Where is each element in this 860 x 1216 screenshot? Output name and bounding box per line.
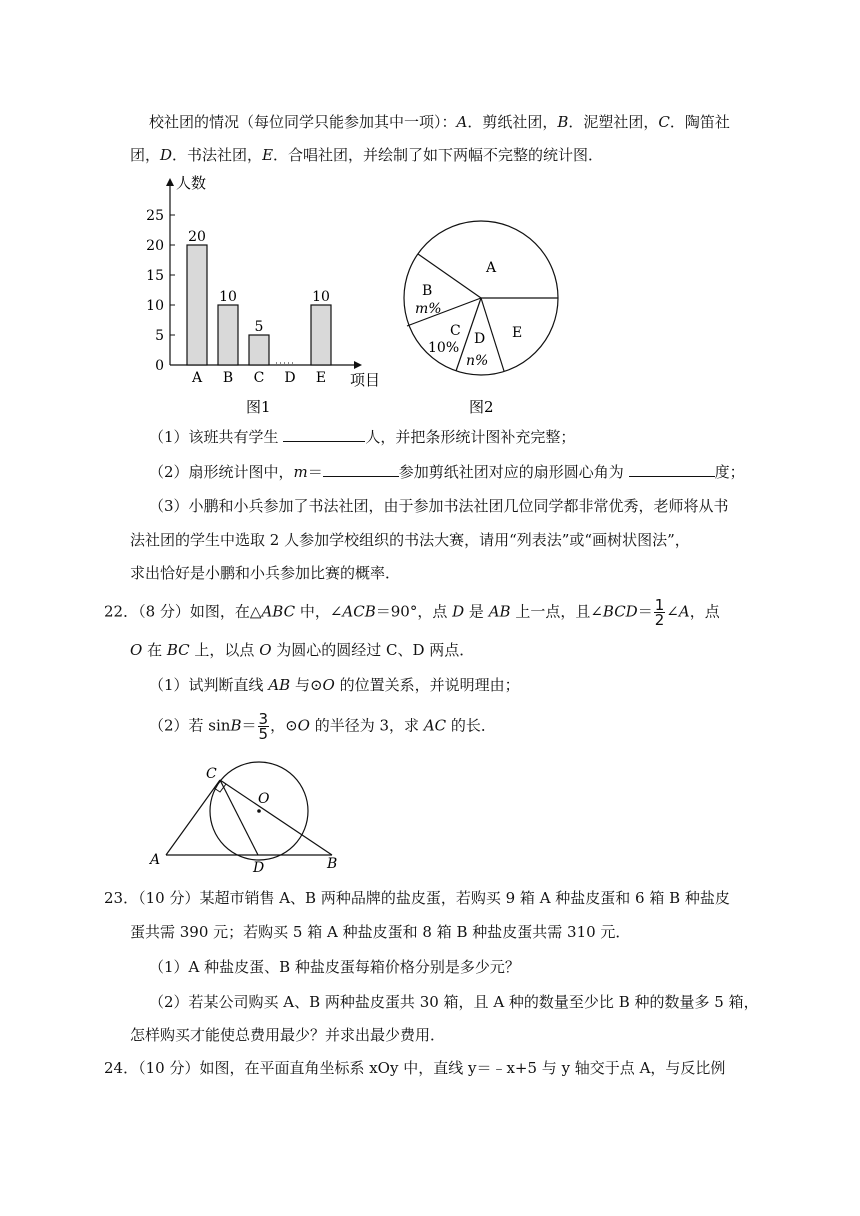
pie-chart (398, 185, 568, 420)
point-label-c: C (206, 766, 217, 782)
q23-stem-line2: 蛋共需 390 元；若购买 5 箱 A 种盐皮蛋和 8 箱 B 种盐皮蛋共需 310 元． (130, 923, 631, 941)
x-axis-label: 项目 (350, 371, 381, 389)
point-label-o: O (258, 791, 270, 807)
point-label-a: A (150, 852, 161, 868)
q22-stem-line2: O 在 BC 上，以点 O 为圆心的圆经过 C、D 两点． (130, 641, 475, 659)
bar-chart-caption: 图1 (246, 398, 271, 416)
bar-value-label: 5 (254, 319, 264, 335)
pie-slice-value-d: n% (466, 353, 489, 369)
pie-slice-label-e: E (512, 325, 523, 341)
x-tick-label: A (191, 370, 203, 386)
bar-e (311, 305, 331, 365)
segment-cd (220, 780, 258, 855)
q21-part3-line2: 法社团的学生中选取 2 人参加学校组织的书法大赛，请用“列表法”或“画树状图法”， (130, 531, 690, 549)
y-tick-label: 10 (146, 298, 164, 314)
x-tick-label: E (315, 370, 327, 386)
point-label-d: D (253, 860, 265, 875)
pie-slice-label-c: C (450, 323, 461, 339)
center-point-o (257, 809, 261, 813)
geometry-figure (140, 760, 350, 875)
bar-a (187, 245, 207, 365)
answer-blank (323, 462, 399, 477)
y-tick-label: 20 (146, 238, 164, 254)
q21-part1: （1）该班共有学生 人，并把条形统计图补充完整； (149, 428, 576, 446)
q21-part2: （2）扇形统计图中，m＝ 参加剪纸社团对应的扇形圆心角为 度； (149, 463, 745, 481)
x-axis-arrow (354, 361, 362, 369)
x-tick-label: C (253, 370, 265, 386)
x-tick-label: B (222, 370, 234, 386)
q23-part1: （1）A 种盐皮蛋、B 种盐皮蛋每箱价格分别是多少元？ (149, 958, 520, 976)
intro-line-2: 团，D．书法社团，E．合唱社团，并绘制了如下两幅不完整的统计图． (130, 146, 604, 164)
bar-value-label: 10 (219, 289, 237, 305)
fraction-one-half: $\frac{1}{2}$ (654, 596, 665, 629)
pie-slice-label-d: D (474, 331, 486, 347)
intro-line-1: 校社团的情况（每位同学只能参加其中一项）：A．剪纸社团，B．泥塑社团，C．陶笛社 (149, 113, 730, 131)
answer-blank (283, 427, 365, 442)
pie-slice-label-b: B (422, 283, 433, 299)
y-tick-label: 25 (146, 208, 164, 224)
point-label-b: B (327, 856, 338, 872)
q21-part3-line1: （3）小鹏和小兵参加了书法社团，由于参加书法社团几位同学都非常优秀，老师将从书 (149, 497, 729, 515)
x-tick-label: D (284, 370, 296, 386)
pie-slice-value-c: 10% (428, 340, 460, 356)
q22-part1: （1）试判断直线 AB 与⊙O 的位置关系，并说明理由； (149, 676, 520, 694)
q22-part2: （2）若 sinB＝ $\frac{3}{5}$ ，⊙O 的半径为 3，求 AC 的长． (149, 710, 496, 743)
y-axis-label: 人数 (176, 174, 207, 192)
q24-stem-line1: 24．（10 分）如图，在平面直角坐标系 xOy 中，直线 y＝﹣x+5 与 y 轴交于点 A，与反比例 (104, 1059, 726, 1077)
y-tick-label: 15 (146, 268, 164, 284)
bar-value-label: 10 (312, 289, 330, 305)
q23-part2-line1: （2）若某公司购买 A、B 两种盐皮蛋共 30 箱，且 A 种的数量至少比 B 种的数量多 5 箱， (149, 993, 759, 1011)
bar-b (218, 305, 238, 365)
pie-slice-value-b: m% (415, 301, 442, 317)
q23-stem-line1: 23．（10 分）某超市销售 A、B 两种品牌的盐皮蛋，若购买 9 箱 A 种盐皮蛋和 6 箱 B 种盐皮 (104, 889, 730, 907)
q23-part2-line2: 怎样购买才能使总费用最少？并求出最少费用． (130, 1026, 446, 1044)
segment-cb (220, 780, 332, 855)
q21-part3-line3: 求出恰好是小鹏和小兵参加比赛的概率． (130, 564, 401, 582)
y-tick-label: 0 (155, 358, 164, 374)
bar-chart (138, 170, 398, 420)
fraction-three-fifths: $\frac{3}{5}$ (258, 710, 269, 743)
pie-caption: 图2 (469, 398, 494, 416)
answer-blank (629, 462, 715, 477)
pie-slice-label-a: A (486, 260, 497, 276)
y-axis-arrow (166, 178, 174, 186)
y-tick-label: 5 (155, 328, 164, 344)
segment-ac (166, 780, 220, 855)
bar-value-label: 20 (188, 229, 206, 245)
bar-c (249, 335, 269, 365)
q22-stem-line1: 22．（8 分）如图，在△ABC 中，∠ACB＝90°，点 D 是 AB 上一点，且∠BCD＝ $\frac{1}{2}$ ∠A，点 (104, 596, 720, 629)
